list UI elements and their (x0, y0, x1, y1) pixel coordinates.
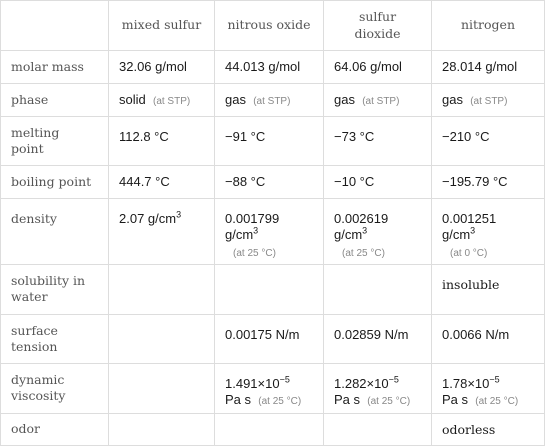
cell-value (215, 199, 324, 265)
cell-value: 32.06 g/mol (109, 51, 215, 84)
phase-note: (at STP) (470, 95, 508, 107)
viscosity-mantissa: 1.282 (334, 376, 367, 391)
viscosity-unit: Pa s (225, 392, 252, 408)
cell-value: 444.7 °C (109, 166, 215, 199)
row-label (1, 315, 109, 364)
viscosity-value (225, 364, 313, 409)
viscosity-mantissa: 1.491 (225, 376, 258, 391)
density-exp: 3 (362, 225, 368, 236)
density-value (119, 199, 204, 227)
row-surface-tension (1, 315, 545, 364)
row-density (1, 199, 545, 265)
row-melting-point (1, 117, 545, 166)
cell-value: −195.79 °C (432, 166, 545, 199)
density-value (334, 199, 404, 260)
row-label: molar mass (1, 51, 109, 84)
row-label (1, 117, 109, 166)
density-number: 2.07 g/cm (119, 211, 177, 226)
row-solubility (1, 265, 545, 315)
cell-text: −73 °C (334, 129, 375, 144)
viscosity-exp: −5 (279, 374, 290, 385)
cell-value (109, 364, 215, 414)
density-note: (at 25 °C) (233, 247, 276, 259)
row-label: phase (1, 84, 109, 117)
cell-value: −88 °C (215, 166, 324, 199)
phase-note: (at STP) (253, 95, 291, 107)
row-label: odor (1, 414, 109, 446)
phase-note: (at STP) (362, 95, 400, 107)
density-exp: 3 (176, 209, 182, 220)
phase-value: solid (119, 91, 146, 107)
viscosity-note: (at 25 °C) (367, 396, 411, 408)
phase-value: gas (334, 91, 355, 107)
density-exp: 3 (253, 225, 259, 236)
cell-text: −210 °C (442, 129, 490, 144)
cell-value (432, 315, 545, 364)
cell-value: 64.06 g/mol (324, 51, 432, 84)
cell-value: −10 °C (324, 166, 432, 199)
row-label (1, 364, 109, 414)
viscosity-times: ×10 (467, 376, 490, 391)
row-label (1, 265, 109, 315)
row-odor (1, 414, 545, 446)
cell-text: 0.00175 N/m (225, 327, 300, 342)
cell-value (324, 414, 432, 446)
col-header-nitrous-oxide: nitrous oxide (215, 1, 324, 51)
cell-value (215, 84, 324, 117)
density-number: 0.001251 g/cm (442, 211, 497, 243)
viscosity-exp: −5 (489, 374, 500, 385)
row-label-text: solubility in water (11, 273, 86, 305)
row-label-text: dynamic viscosity (11, 372, 66, 404)
row-label-text: density (11, 211, 57, 226)
phase-note: (at STP) (152, 95, 191, 107)
phase-value: gas (442, 91, 463, 107)
cell-value (432, 117, 545, 166)
header-row (1, 1, 545, 51)
row-molar-mass (1, 51, 545, 84)
viscosity-unit: Pa s (334, 392, 361, 408)
row-boiling-point (1, 166, 545, 199)
row-label (1, 199, 109, 265)
cell-value (109, 265, 215, 315)
cell-value (324, 117, 432, 166)
row-label-text: surface tension (11, 323, 58, 355)
cell-value (109, 315, 215, 364)
viscosity-unit: Pa s (442, 392, 469, 408)
cell-value (432, 265, 545, 315)
cell-value (324, 364, 432, 414)
cell-text: 0.02859 N/m (334, 327, 409, 342)
density-note: (at 25 °C) (342, 247, 385, 259)
cell-text: 0.0066 N/m (442, 327, 510, 342)
cell-value (432, 199, 545, 265)
cell-value (324, 84, 432, 117)
row-label-text: melting point (11, 125, 60, 157)
cell-value (324, 199, 432, 265)
corner-cell (1, 1, 109, 51)
col-header-nitrogen: nitrogen (432, 1, 545, 51)
cell-value (215, 364, 324, 414)
density-exp: 3 (470, 225, 476, 236)
cell-value (432, 84, 545, 117)
density-note: (at 0 °C) (450, 247, 488, 259)
viscosity-value (442, 364, 534, 409)
cell-value (324, 315, 432, 364)
row-label: boiling point (1, 166, 109, 199)
viscosity-exp: −5 (388, 374, 399, 385)
cell-value (324, 265, 432, 315)
cell-value: 28.014 g/mol (432, 51, 545, 84)
col-header-mixed-sulfur: mixed sulfur (109, 1, 215, 51)
viscosity-times: ×10 (257, 376, 280, 391)
viscosity-value (334, 364, 421, 409)
cell-value (109, 84, 215, 117)
density-value (442, 199, 512, 260)
cell-value (109, 414, 215, 446)
cell-value (215, 117, 324, 166)
viscosity-note: (at 25 °C) (475, 396, 519, 408)
cell-value: 44.013 g/mol (215, 51, 324, 84)
cell-text: −91 °C (225, 129, 266, 144)
viscosity-times: ×10 (366, 376, 389, 391)
row-viscosity (1, 364, 545, 414)
cell-value (109, 117, 215, 166)
cell-text: insoluble (442, 277, 500, 292)
cell-value (109, 199, 215, 265)
cell-value (215, 414, 324, 446)
col-header-sulfur-dioxide: sulfur dioxide (324, 1, 432, 51)
cell-value (215, 265, 324, 315)
phase-value: gas (225, 91, 246, 107)
cell-text: 112.8 °C (119, 129, 169, 144)
viscosity-mantissa: 1.78 (442, 376, 468, 391)
cell-value (432, 364, 545, 414)
density-number: 0.002619 g/cm (334, 211, 389, 243)
viscosity-note: (at 25 °C) (258, 396, 302, 408)
row-phase (1, 84, 545, 117)
cell-value: odorless (432, 414, 545, 446)
density-number: 0.001799 g/cm (225, 211, 280, 243)
cell-value (215, 315, 324, 364)
density-value (225, 199, 295, 260)
